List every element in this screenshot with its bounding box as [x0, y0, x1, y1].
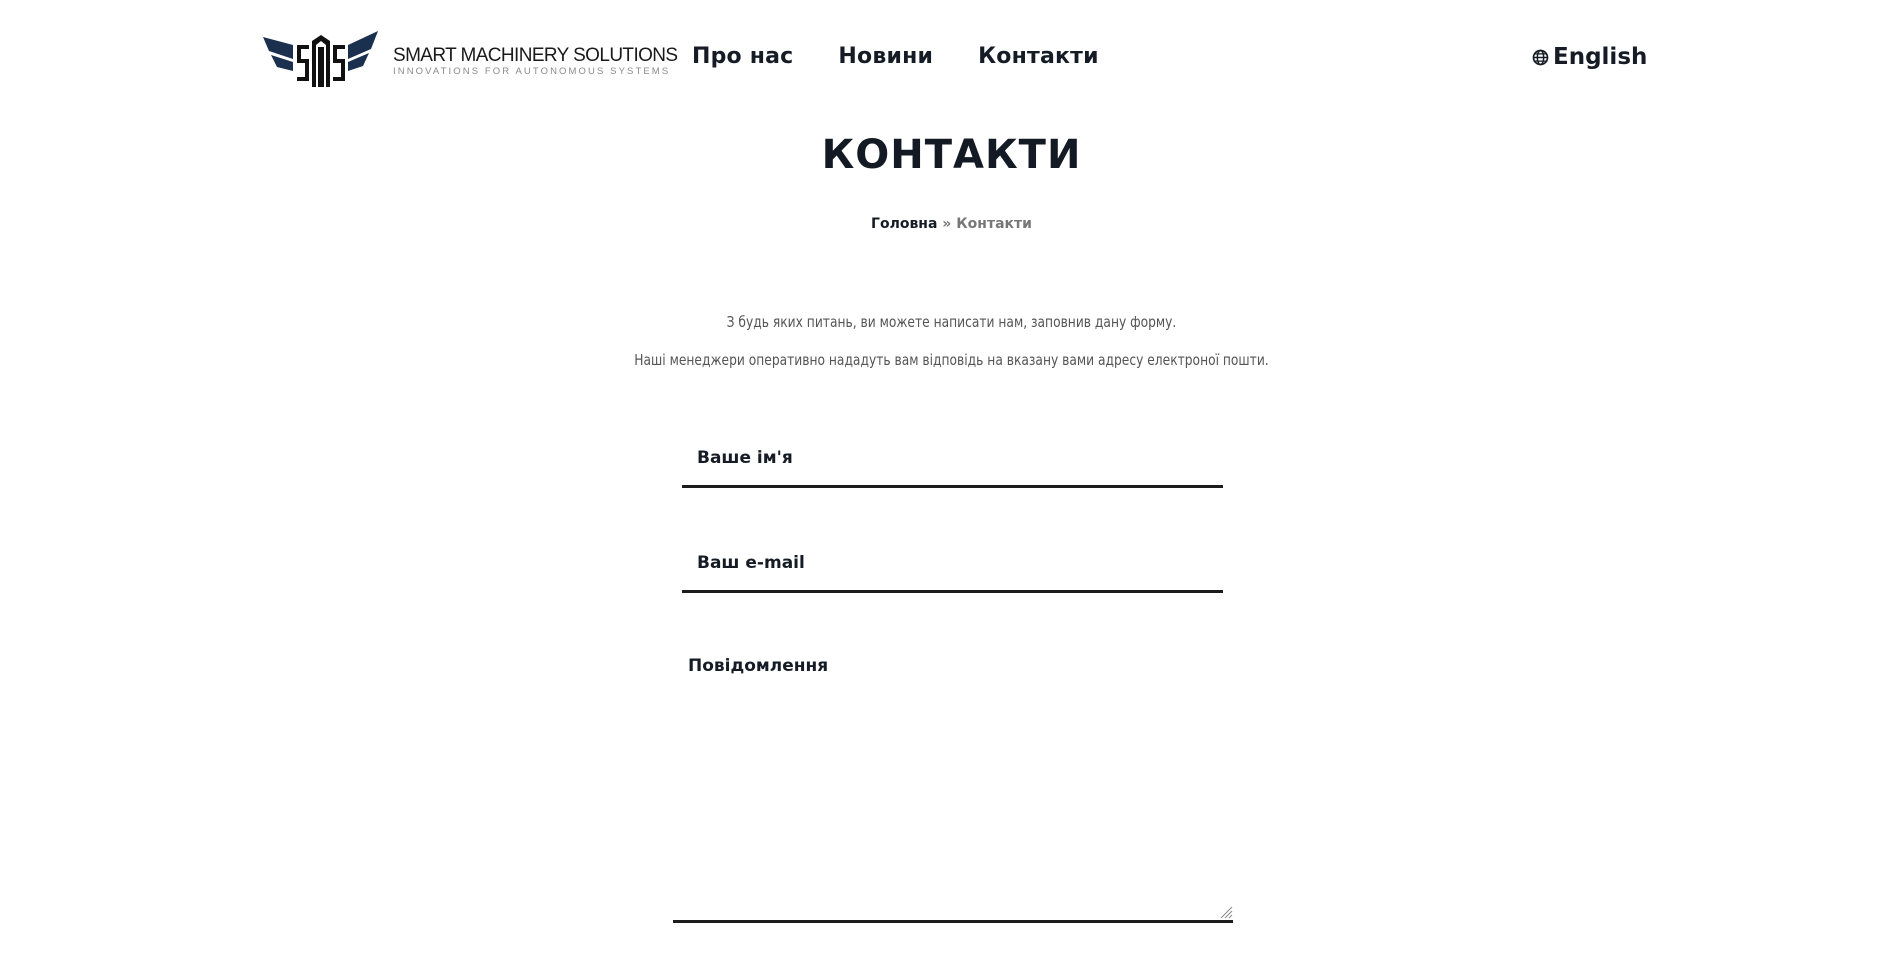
- intro-line-2: Наші менеджери оперативно нададуть вам відповідь на вказану вами адресу електроної пошти.: [634, 351, 1269, 369]
- breadcrumb-separator: »: [942, 216, 952, 232]
- language-switcher[interactable]: [1532, 44, 1647, 70]
- site-header: [0, 0, 1903, 120]
- breadcrumb-current: Контакти: [956, 216, 1032, 232]
- name-field-wrapper: [682, 446, 1223, 488]
- logo-subtitle: INNOVATIONS FOR AUTONOMOUS SYSTEMS: [393, 66, 671, 77]
- intro-line-1: З будь яких питань, ви можете написати нам, заповнив дану форму.: [726, 313, 1177, 331]
- sms-logo-icon: [263, 31, 378, 93]
- breadcrumb: [0, 216, 1903, 232]
- main-nav: [692, 44, 1099, 69]
- email-underline: [682, 590, 1223, 593]
- message-underline: [673, 920, 1233, 923]
- name-underline: [682, 485, 1223, 488]
- email-input[interactable]: [682, 551, 1238, 575]
- logo-title: SMART MACHINERY SOLUTIONS: [393, 45, 678, 66]
- nav-item-news[interactable]: Новини: [838, 44, 934, 69]
- breadcrumb-home[interactable]: Головна: [871, 216, 938, 232]
- message-field-wrapper: [673, 656, 1233, 923]
- logo[interactable]: [263, 31, 678, 93]
- page-title: КОНТАКТИ: [821, 132, 1082, 178]
- resize-handle-icon[interactable]: [1219, 905, 1233, 919]
- email-field-wrapper: [682, 551, 1223, 593]
- name-input[interactable]: [682, 446, 1238, 470]
- message-textarea[interactable]: [673, 656, 1248, 906]
- nav-item-contacts[interactable]: Контакти: [978, 44, 1099, 69]
- language-label: English: [1553, 44, 1648, 70]
- globe-icon: [1532, 49, 1549, 66]
- nav-item-about[interactable]: Про нас: [692, 44, 794, 69]
